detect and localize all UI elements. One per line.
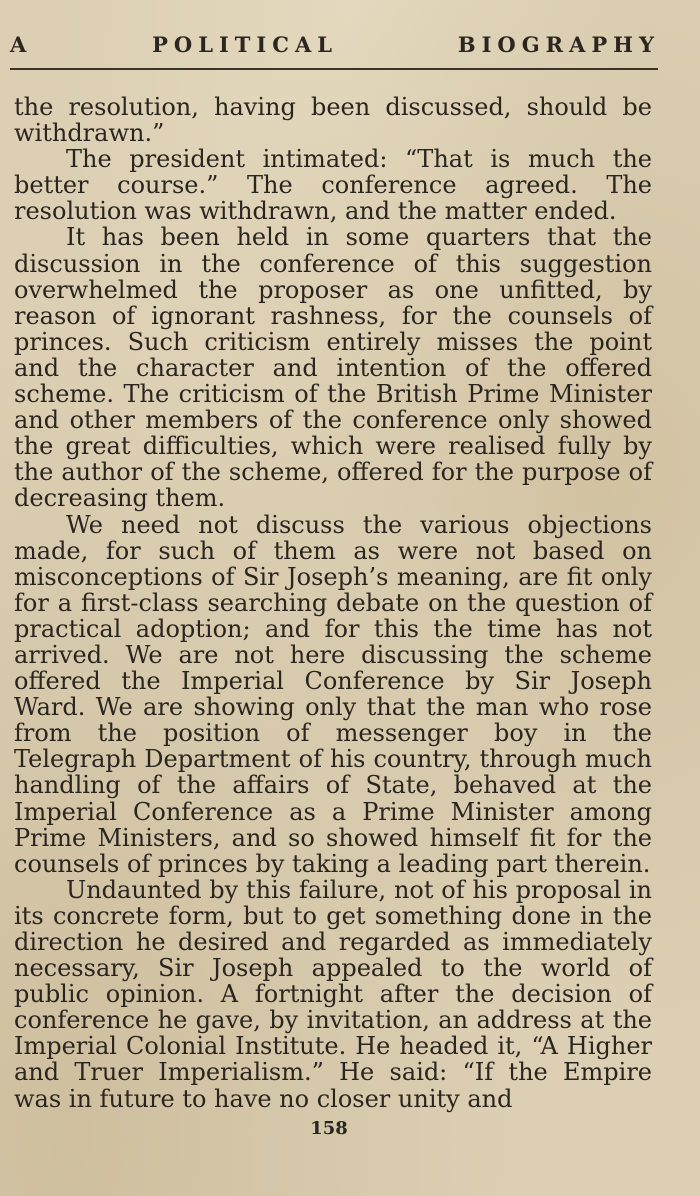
running-head [10,32,660,57]
paragraph-2: The president intimated: “That is much the better course.” The conference agreed. The resolution was withdrawn, and the matter ended. [14,145,652,226]
paragraph-5: Undaunted by this failure, not of his proposal in its concrete form, but to get something done in the direction he desired and regarded as immediately necessary, Sir Joseph appealed to the world of public opinion. A fortnight after the decision of conference he gave, by invitation, an address at the Imperial Colonial Institute. He headed it, “A Higher and Truer Imperialism.” He said: “If the Empire was in future to have no closer unity and [14,875,652,1113]
paragraph-4: We need not discuss the various objections made, for such of them as were not based on misconceptions of Sir Joseph’s meaning, are fit only for a first-class searching debate on the question of practical adoption; and for this the time has not arrived. We are not here discussing the scheme offered the Imperial Conference by Sir Joseph Ward. We are showing only that the man who rose from the position of messenger boy in the Telegraph Department of his country, through much handling of the affairs of State, behaved at the Imperial Conference as a Prime Minister among Prime Ministers, and so showed himself fit for the counsels of princes by taking a leading part therein. [14,510,652,878]
body-text [14,94,652,1112]
paragraph-1: the resolution, having been discussed, should be withdrawn.” [14,93,652,148]
header-rule [10,68,658,70]
page-number: 158 [310,1118,348,1139]
running-head-word-1: A [10,32,33,57]
running-head-word-3: BIOGRAPHY [457,32,660,57]
running-head-word-2: POLITICAL [152,32,339,57]
paragraph-3: It has been held in some quarters that the discussion in the conference of this suggestion overwhelmed the proposer as one unfitted, by reason of ignorant rashness, for the counsels of princes. Such criticism entirely misses the point and the character and intention of the offered scheme. The criticism of the British Prime Minister and other members of the conference only showed the great difficulties, which were realised fully by the author of the scheme, offered for the purpose of decreasing them. [14,223,652,513]
